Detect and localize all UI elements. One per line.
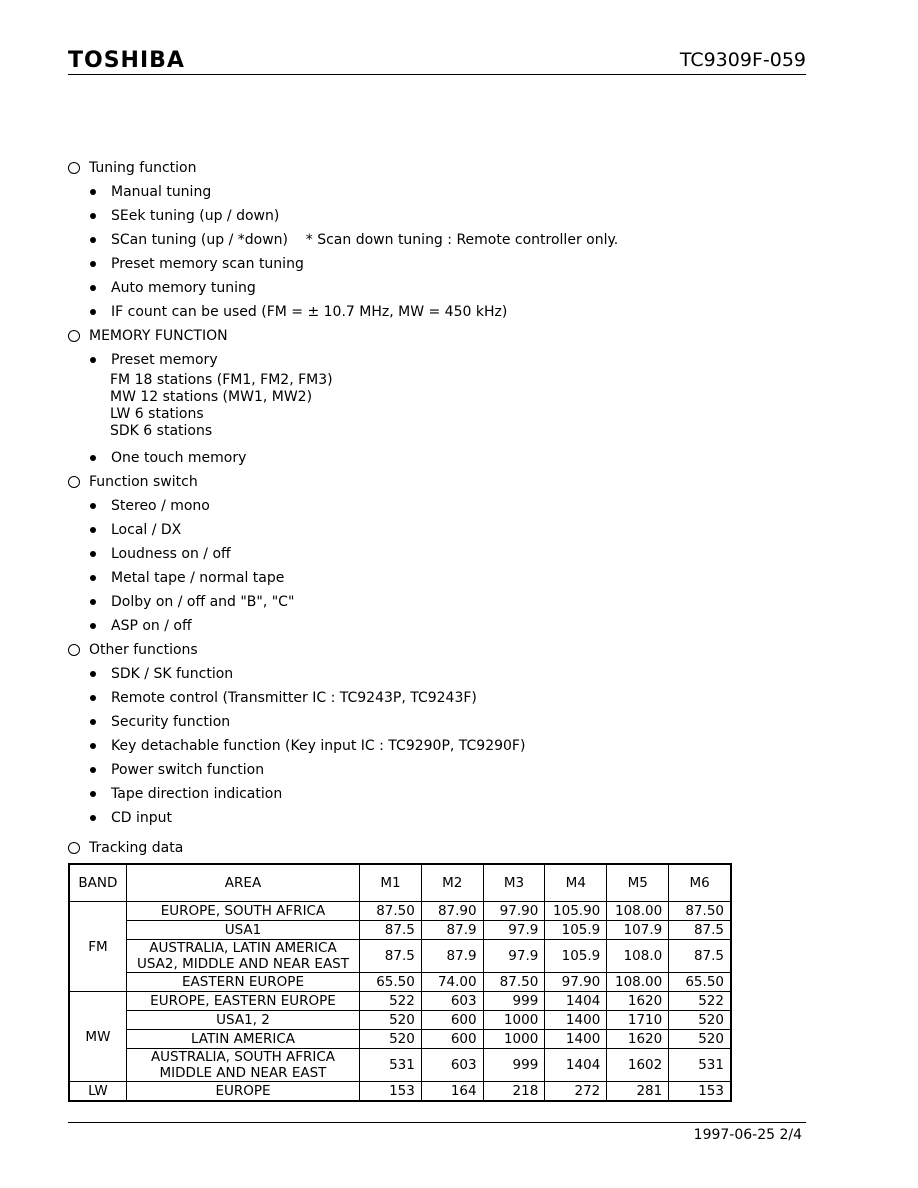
list-item-text: Metal tape / normal tape <box>111 570 285 586</box>
value-cell: 87.50 <box>360 902 422 921</box>
area-line: AUSTRALIA, LATIN AMERICA <box>149 940 337 956</box>
section-heading <box>68 638 808 662</box>
bullet-dot-icon <box>90 599 96 605</box>
circle-bullet-icon <box>68 842 80 854</box>
table-header-row <box>69 864 731 902</box>
value-cell: 520 <box>360 1030 422 1049</box>
list-item-text: Auto memory tuning <box>111 280 256 296</box>
circle-bullet-icon <box>68 162 80 174</box>
value-cell: 600 <box>421 1030 483 1049</box>
area-cell <box>126 940 359 973</box>
value-cell: 153 <box>669 1082 731 1102</box>
value-cell: 108.00 <box>607 902 669 921</box>
bullet-dot-icon <box>90 719 96 725</box>
list-item <box>68 348 808 372</box>
area-cell <box>126 992 359 1011</box>
value-cell: 603 <box>421 992 483 1011</box>
area-cell <box>126 1030 359 1049</box>
list-item <box>68 566 808 590</box>
list-item-text: Manual tuning <box>111 184 212 200</box>
bullet-dot-icon <box>90 237 96 243</box>
list-item <box>68 734 808 758</box>
list-item-text: One touch memory <box>111 450 247 466</box>
bullet-dot-icon <box>90 551 96 557</box>
column-header: M3 <box>483 864 545 902</box>
bullet-dot-icon <box>90 623 96 629</box>
value-cell: 1620 <box>607 1030 669 1049</box>
value-cell: 87.5 <box>360 940 422 973</box>
value-cell: 65.50 <box>360 973 422 992</box>
list-item-text: SDK / SK function <box>111 666 234 682</box>
detail-line: MW 12 stations (MW1, MW2) <box>110 389 313 405</box>
page-header <box>68 48 806 75</box>
value-cell: 65.50 <box>669 973 731 992</box>
value-cell: 97.90 <box>545 973 607 992</box>
list-item <box>68 782 808 806</box>
value-cell: 87.9 <box>421 921 483 940</box>
value-cell: 87.50 <box>669 902 731 921</box>
table-row <box>69 1011 731 1030</box>
band-cell: LW <box>69 1082 126 1102</box>
list-item-text: Local / DX <box>111 522 182 538</box>
value-cell: 105.90 <box>545 902 607 921</box>
value-cell: 164 <box>421 1082 483 1102</box>
list-item <box>68 494 808 518</box>
list-item <box>68 252 808 276</box>
value-cell: 87.50 <box>483 973 545 992</box>
detail-line: FM 18 stations (FM1, FM2, FM3) <box>110 372 333 388</box>
list-item-text: Power switch function <box>111 762 265 778</box>
value-cell: 1400 <box>545 1030 607 1049</box>
value-cell: 1404 <box>545 992 607 1011</box>
part-number: TC9309F-059 <box>679 49 806 71</box>
bullet-dot-icon <box>90 575 96 581</box>
bullet-dot-icon <box>90 671 96 677</box>
area-line: USA1 <box>224 922 262 938</box>
band-cell: FM <box>69 902 126 992</box>
bullet-dot-icon <box>90 285 96 291</box>
toshiba-logo: TOSHIBA <box>68 48 185 73</box>
table-row <box>69 1082 731 1102</box>
bullet-dot-icon <box>90 189 96 195</box>
list-item <box>68 180 808 204</box>
column-header: M4 <box>545 864 607 902</box>
section-title: Other functions <box>89 642 198 658</box>
column-header: BAND <box>69 864 126 902</box>
value-cell: 520 <box>669 1030 731 1049</box>
list-item <box>68 300 808 324</box>
value-cell: 97.9 <box>483 940 545 973</box>
value-cell: 520 <box>360 1011 422 1030</box>
list-item-text: ASP on / off <box>111 618 192 634</box>
list-item-text: Stereo / mono <box>111 498 210 514</box>
value-cell: 1400 <box>545 1011 607 1030</box>
list-item <box>68 204 808 228</box>
list-item-text: Preset memory scan tuning <box>111 256 304 272</box>
list-item-text: Tape direction indication <box>111 786 283 802</box>
value-cell: 1404 <box>545 1049 607 1082</box>
page-footer <box>68 1122 806 1143</box>
list-item <box>68 446 808 470</box>
table-row <box>69 1030 731 1049</box>
area-line: USA2, MIDDLE AND NEAR EAST <box>136 956 349 972</box>
date-page: 1997-06-25 2/4 <box>693 1127 802 1143</box>
value-cell: 153 <box>360 1082 422 1102</box>
value-cell: 108.0 <box>607 940 669 973</box>
value-cell: 87.9 <box>421 940 483 973</box>
list-item-text: Remote control (Transmitter IC : TC9243P, TC9243F) <box>111 690 477 706</box>
value-cell: 600 <box>421 1011 483 1030</box>
area-cell <box>126 1082 359 1102</box>
value-cell: 1710 <box>607 1011 669 1030</box>
area-line: EUROPE, EASTERN EUROPE <box>150 993 336 1009</box>
value-cell: 97.9 <box>483 921 545 940</box>
value-cell: 1000 <box>483 1011 545 1030</box>
column-header: M5 <box>607 864 669 902</box>
table-row <box>69 921 731 940</box>
value-cell: 520 <box>669 1011 731 1030</box>
bullet-dot-icon <box>90 309 96 315</box>
circle-bullet-icon <box>68 644 80 656</box>
value-cell: 87.90 <box>421 902 483 921</box>
value-cell: 87.5 <box>669 940 731 973</box>
value-cell: 999 <box>483 992 545 1011</box>
area-cell <box>126 973 359 992</box>
section-heading <box>68 156 808 180</box>
section-heading-tracking <box>68 836 808 860</box>
list-item <box>68 228 808 252</box>
list-item <box>68 542 808 566</box>
list-item-text: IF count can be used (FM = ± 10.7 MHz, MW = 450 kHz) <box>111 304 508 320</box>
table-row <box>69 973 731 992</box>
area-line: MIDDLE AND NEAR EAST <box>159 1065 327 1081</box>
area-cell <box>126 921 359 940</box>
area-line: LATIN AMERICA <box>190 1031 296 1047</box>
bullet-dot-icon <box>90 767 96 773</box>
area-cell <box>126 902 359 921</box>
section-title: MEMORY FUNCTION <box>89 328 228 344</box>
area-cell <box>126 1049 359 1082</box>
band-cell: MW <box>69 992 126 1082</box>
list-item <box>68 662 808 686</box>
list-item <box>68 518 808 542</box>
area-cell <box>126 1011 359 1030</box>
column-header: M1 <box>360 864 422 902</box>
table-row <box>69 902 731 921</box>
tracking-data-table <box>68 863 732 1102</box>
value-cell: 1602 <box>607 1049 669 1082</box>
value-cell: 272 <box>545 1082 607 1102</box>
bullet-dot-icon <box>90 527 96 533</box>
list-item <box>68 614 808 638</box>
column-header: M2 <box>421 864 483 902</box>
value-cell: 999 <box>483 1049 545 1082</box>
circle-bullet-icon <box>68 330 80 342</box>
list-item <box>68 806 808 830</box>
circle-bullet-icon <box>68 476 80 488</box>
column-header: M6 <box>669 864 731 902</box>
value-cell: 107.9 <box>607 921 669 940</box>
list-item <box>68 590 808 614</box>
bullet-dot-icon <box>90 213 96 219</box>
preset-memory-details <box>68 372 808 440</box>
table-row <box>69 1049 731 1082</box>
table-row <box>69 940 731 973</box>
list-item-text: Loudness on / off <box>111 546 231 562</box>
bullet-dot-icon <box>90 791 96 797</box>
list-item-text: Dolby on / off and "B", "C" <box>111 594 295 610</box>
area-line: EASTERN EUROPE <box>182 974 304 990</box>
value-cell: 97.90 <box>483 902 545 921</box>
value-cell: 531 <box>669 1049 731 1082</box>
value-cell: 522 <box>669 992 731 1011</box>
feature-list <box>68 156 808 860</box>
tracking-title: Tracking data <box>89 840 184 856</box>
value-cell: 87.5 <box>360 921 422 940</box>
area-line: EUROPE, SOUTH AFRICA <box>160 903 326 919</box>
value-cell: 1620 <box>607 992 669 1011</box>
value-cell: 218 <box>483 1082 545 1102</box>
area-line: EUROPE <box>215 1083 271 1099</box>
column-header: AREA <box>126 864 359 902</box>
list-item <box>68 276 808 300</box>
bullet-dot-icon <box>90 815 96 821</box>
bullet-dot-icon <box>90 695 96 701</box>
section-heading <box>68 324 808 348</box>
value-cell: 531 <box>360 1049 422 1082</box>
list-item <box>68 710 808 734</box>
value-cell: 603 <box>421 1049 483 1082</box>
section-title: Tuning function <box>89 160 197 176</box>
table-row <box>69 992 731 1011</box>
section-title: Function switch <box>89 474 198 490</box>
value-cell: 281 <box>607 1082 669 1102</box>
value-cell: 108.00 <box>607 973 669 992</box>
detail-line: LW 6 stations <box>110 406 204 422</box>
list-item-text: Preset memory <box>111 352 218 368</box>
list-item <box>68 758 808 782</box>
bullet-dot-icon <box>90 357 96 363</box>
bullet-dot-icon <box>90 261 96 267</box>
list-item <box>68 686 808 710</box>
value-cell: 522 <box>360 992 422 1011</box>
value-cell: 1000 <box>483 1030 545 1049</box>
value-cell: 87.5 <box>669 921 731 940</box>
area-line: AUSTRALIA, SOUTH AFRICA <box>150 1049 336 1065</box>
detail-line: SDK 6 stations <box>110 423 213 439</box>
value-cell: 74.00 <box>421 973 483 992</box>
bullet-dot-icon <box>90 455 96 461</box>
value-cell: 105.9 <box>545 940 607 973</box>
area-line: USA1, 2 <box>216 1012 270 1028</box>
value-cell: 105.9 <box>545 921 607 940</box>
list-item-text: CD input <box>111 810 173 826</box>
list-item-text: SCan tuning (up / *down) * Scan down tuning : Remote controller only. <box>111 232 619 248</box>
list-item-text: Key detachable function (Key input IC : TC9290P, TC9290F) <box>111 738 526 754</box>
list-item-text: SEek tuning (up / down) <box>111 208 280 224</box>
list-item-text: Security function <box>111 714 231 730</box>
bullet-dot-icon <box>90 503 96 509</box>
bullet-dot-icon <box>90 743 96 749</box>
section-heading <box>68 470 808 494</box>
